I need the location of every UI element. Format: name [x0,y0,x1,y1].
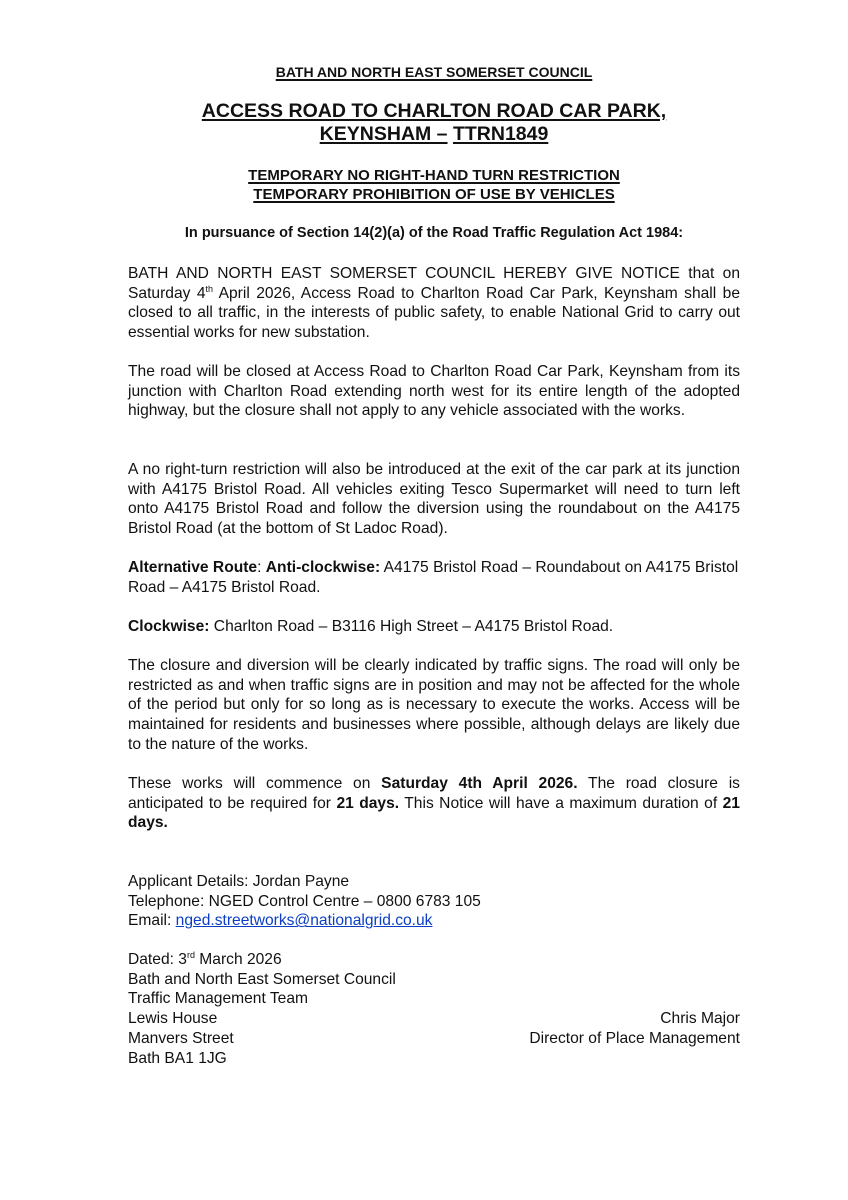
alt-route-label: Alternative Route [128,559,258,576]
duration-text-2: The road closure is anticipated to be required for [128,775,740,812]
applicant-telephone: Telephone: NGED Control Centre – 0800 6783 105 [128,892,481,910]
notice-title [128,100,740,146]
restriction-heading-1: TEMPORARY NO RIGHT-HAND TURN RESTRICTION [248,167,620,184]
signatory-name: Chris Major [660,1010,740,1027]
alt-route-colon: : [257,559,266,576]
email-link[interactable]: nged.streetworks@nationalgrid.co.uk [175,912,433,930]
applicant-email-line [128,911,740,931]
address-line: Traffic Management Team [128,990,308,1008]
dated-ordinal: rd [186,949,195,960]
address-line: Bath and North East Somerset Council [128,970,396,988]
duration-text-3: This Notice will have a maximum duration of [399,794,723,812]
p1-text-a: BATH AND NORTH EAST SOMERSET COUNCIL HEREBY GIVE NOTICE that on Saturday 4 [128,265,740,302]
duration-text-1: These works will commence on [128,775,382,792]
closure-duration: 21 days. [336,794,400,812]
p1-ordinal: th [205,283,214,294]
address-line: Bath BA1 1JG [128,1049,227,1067]
dated-prefix: Dated: 3 [128,951,187,968]
notice-max-duration: 21 days. [128,794,740,832]
alternative-route-clockwise [128,617,740,637]
dated-line [128,950,740,970]
closure-extent-paragraph: The road will be closed at Access Road to Charlton Road Car Park, Keynsham from its junction with Charlton Road extending north west for its entire length of the adopted highway, but the closure shall not apply to any vehicle associated with the works. [128,363,740,420]
alternative-route-anticlockwise [128,558,740,597]
clockwise-route: Charlton Road – B3116 High Street – A4175 Bristol Road. [209,618,614,635]
turn-restriction-paragraph: A no right-turn restriction will also be introduced at the exit of the car park at its junction with A4175 Bristol Road. All vehicles exiting Tesco Supermarket will need to turn left onto A4175 Bristol Road and follow the diversion using the roundabout on the A4175 Bristol Road (at the bottom of St Ladoc Road). [128,461,740,538]
title-line-1: ACCESS ROAD TO CHARLTON ROAD CAR PARK, [201,100,667,122]
council-name: BATH AND NORTH EAST SOMERSET COUNCIL [275,64,593,80]
applicant-name: Applicant Details: Jordan Payne [128,873,350,890]
notice-paragraph-1 [128,264,740,343]
start-date: Saturday 4th April 2026. [381,775,578,792]
email-label: Email: [128,912,176,930]
signage-paragraph: The closure and diversion will be clearly indicated by traffic signs. The road will only be restricted as and when traffic signs are in position and may not be affected for the whole of the period but only for so long as is necessary to execute the works. Access will be maintained for residents and businesses where possible, although delays are likely due to the nature of the works. [128,657,740,753]
p1-text-b: April 2026, Access Road to Charlton Road Car Park, Keynsham shall be closed to all traffic, in the interests of public safety, to enable National Grid to carry out essential works for new substation. [128,284,740,342]
anticlockwise-label: Anti-clockwise: [265,559,381,576]
restriction-headings [128,166,740,204]
duration-paragraph [128,774,740,833]
council-heading [128,64,740,80]
legal-basis: In pursuance of Section 14(2)(a) of the Road Traffic Regulation Act 1984: [184,225,684,241]
address-line: Manvers Street [128,1029,234,1047]
clockwise-label: Clockwise: [128,618,210,635]
applicant-details [128,872,740,931]
anticlockwise-route: A4175 Bristol Road – Roundabout on A4175 Bristol Road – A4175 Bristol Road. [128,559,739,596]
dated-suffix: March 2026 [194,951,282,968]
restriction-heading-2: TEMPORARY PROHIBITION OF USE BY VEHICLES [253,186,615,203]
signatory-title: Director of Place Management [529,1029,740,1047]
title-reference-number: TTRN1849 [452,123,549,145]
address-line: Lewis House [128,1010,218,1028]
title-line-2-location: KEYNSHAM – [319,123,448,145]
signatory-block [529,1009,740,1048]
